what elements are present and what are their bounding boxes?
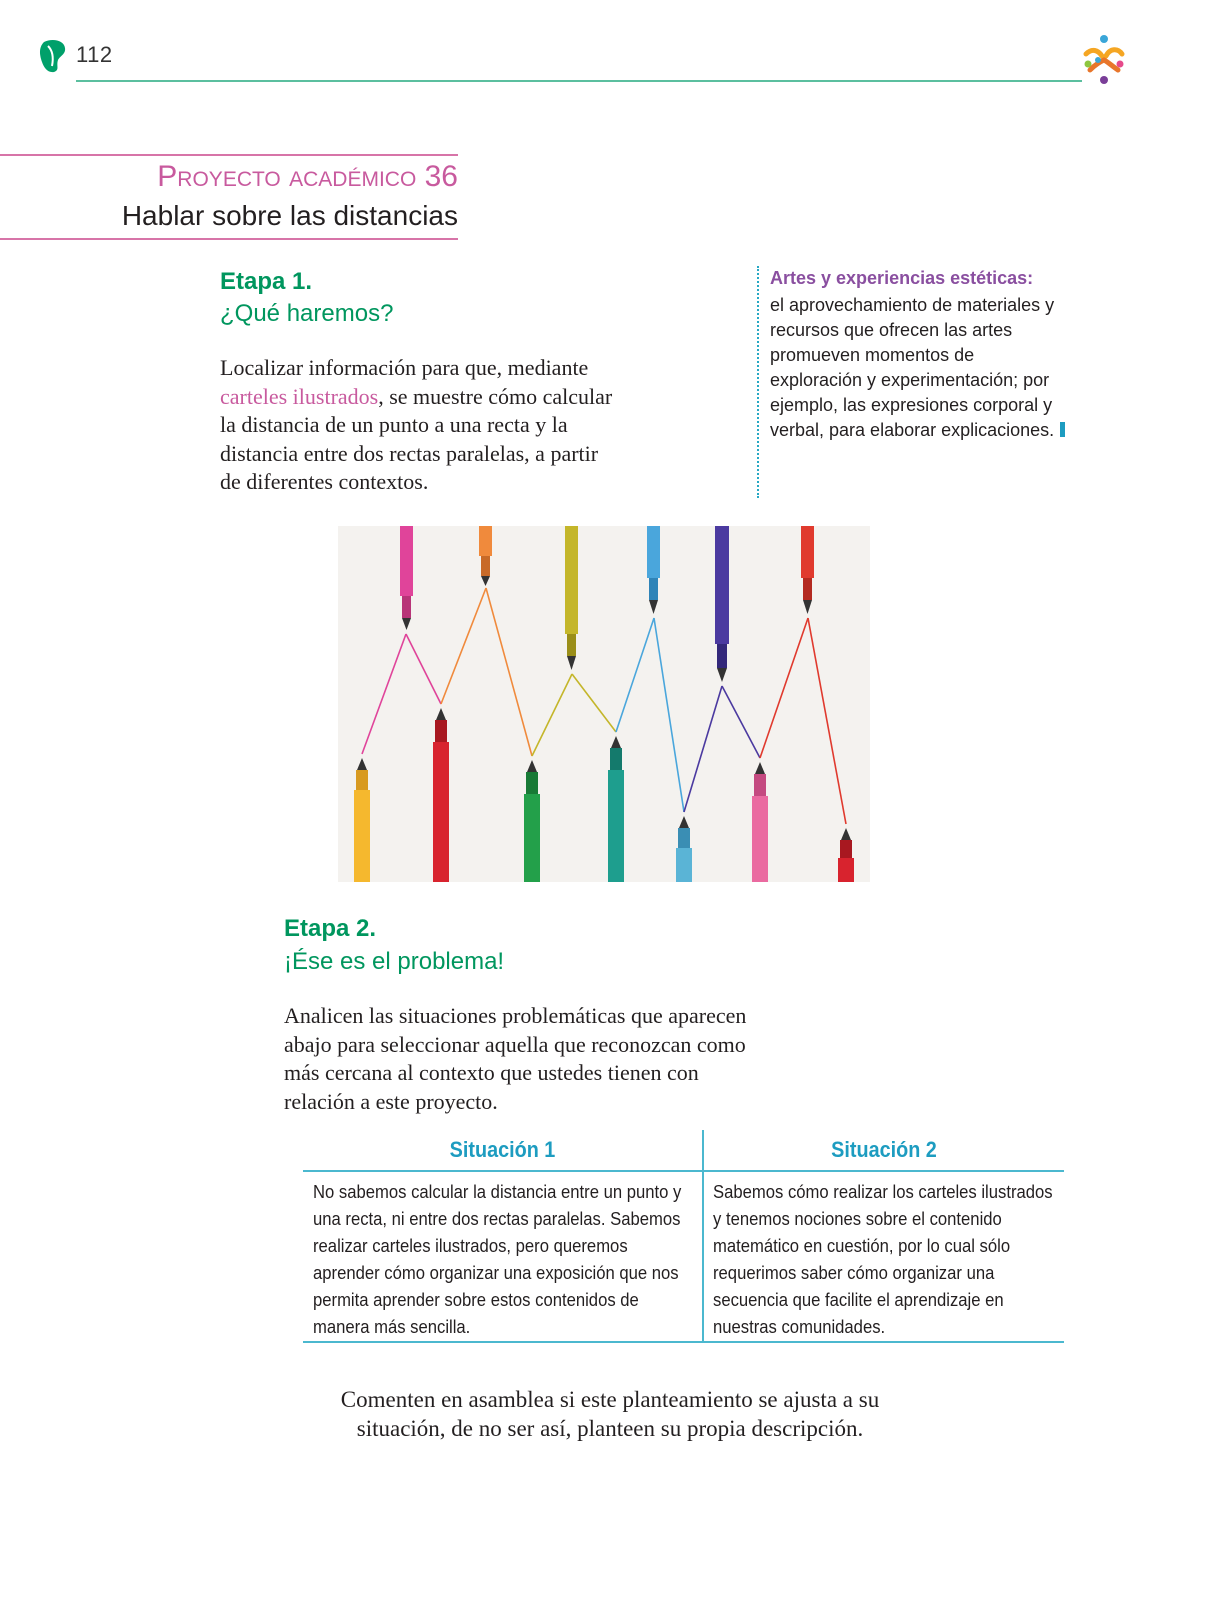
title-rule-top [0, 154, 458, 156]
situation1-header: Situación 1 [449, 1137, 556, 1162]
situation2-header: Situación 2 [831, 1137, 937, 1162]
closing-text: Comenten en asamblea si este planteamiento se ajusta a su situación, de no ser así, planteen su propia descripción. [340, 1387, 880, 1441]
situation1-text: No sabemos calcular la distancia entre un punto y una recta, ni entre dos rectas paralelas. Sabemos realizar carteles ilustrados, pero queremos aprender cómo organizar una exposición que nos permita aprender sobre estos contenidos de manera más sencilla. [313, 1181, 682, 1337]
markers-photo [338, 526, 870, 882]
header-divider [76, 80, 1082, 82]
green-leaf-logo-icon [38, 38, 68, 74]
table-header-rule-right [704, 1170, 1064, 1172]
end-mark-icon [1060, 422, 1065, 437]
side-note-rule [757, 266, 759, 498]
stage1-text-after: , se muestre cómo calcular la distancia de un punto a una recta y la distancia entre dos rectas paralelas, a partir de diferentes contextos. [220, 383, 613, 494]
side-note-text: el aprovechamiento de materiales y recursos que ofrecen las artes promueven momentos de exploración y experimentación; por ejemplo, las expresiones corporal y verbal, para elaborar explicaciones. [770, 295, 1055, 440]
stage2-text: Analicen las situaciones problemáticas que aparecen abajo para seleccionar aquella que reconozcan como más cercana al contexto que ustedes tienen con relación a este proyecto. [284, 1003, 747, 1114]
title-rule-bottom [0, 238, 458, 240]
table-divider [702, 1130, 704, 1343]
project-title: Proyecto académico 36 [157, 160, 458, 193]
right-logo [1078, 34, 1130, 86]
situation2-text: Sabemos cómo realizar los carteles ilustrados y tenemos nociones sobre el contenido matemático en cuestión, por lo cual sólo requerimos saber cómo organizar una secuencia que facilite el aprendizaje en nuestras comunidades. [713, 1181, 1053, 1337]
side-note-body [770, 293, 1070, 443]
side-note-heading: Artes y experiencias estéticas: [770, 268, 1034, 288]
stage1-text [220, 354, 620, 497]
table-header-rule-left [303, 1170, 702, 1172]
table-bottom-rule [303, 1341, 1064, 1343]
stage2-question: ¡Ése es el problema! [284, 948, 505, 975]
colored-markers-photo [338, 526, 870, 882]
stage2-heading: Etapa 2. [284, 915, 377, 942]
stage1-highlight: carteles ilustrados [220, 383, 379, 409]
left-logo [38, 38, 68, 74]
project-subtitle: Hablar sobre las distancias [121, 200, 458, 231]
stage1-heading: Etapa 1. [220, 268, 313, 295]
colorful-people-logo-icon [1078, 34, 1130, 86]
stage1-question: ¿Qué haremos? [220, 300, 394, 327]
page-number: 112 [76, 42, 113, 67]
stage1-text-before: Localizar información para que, mediante [220, 355, 589, 380]
